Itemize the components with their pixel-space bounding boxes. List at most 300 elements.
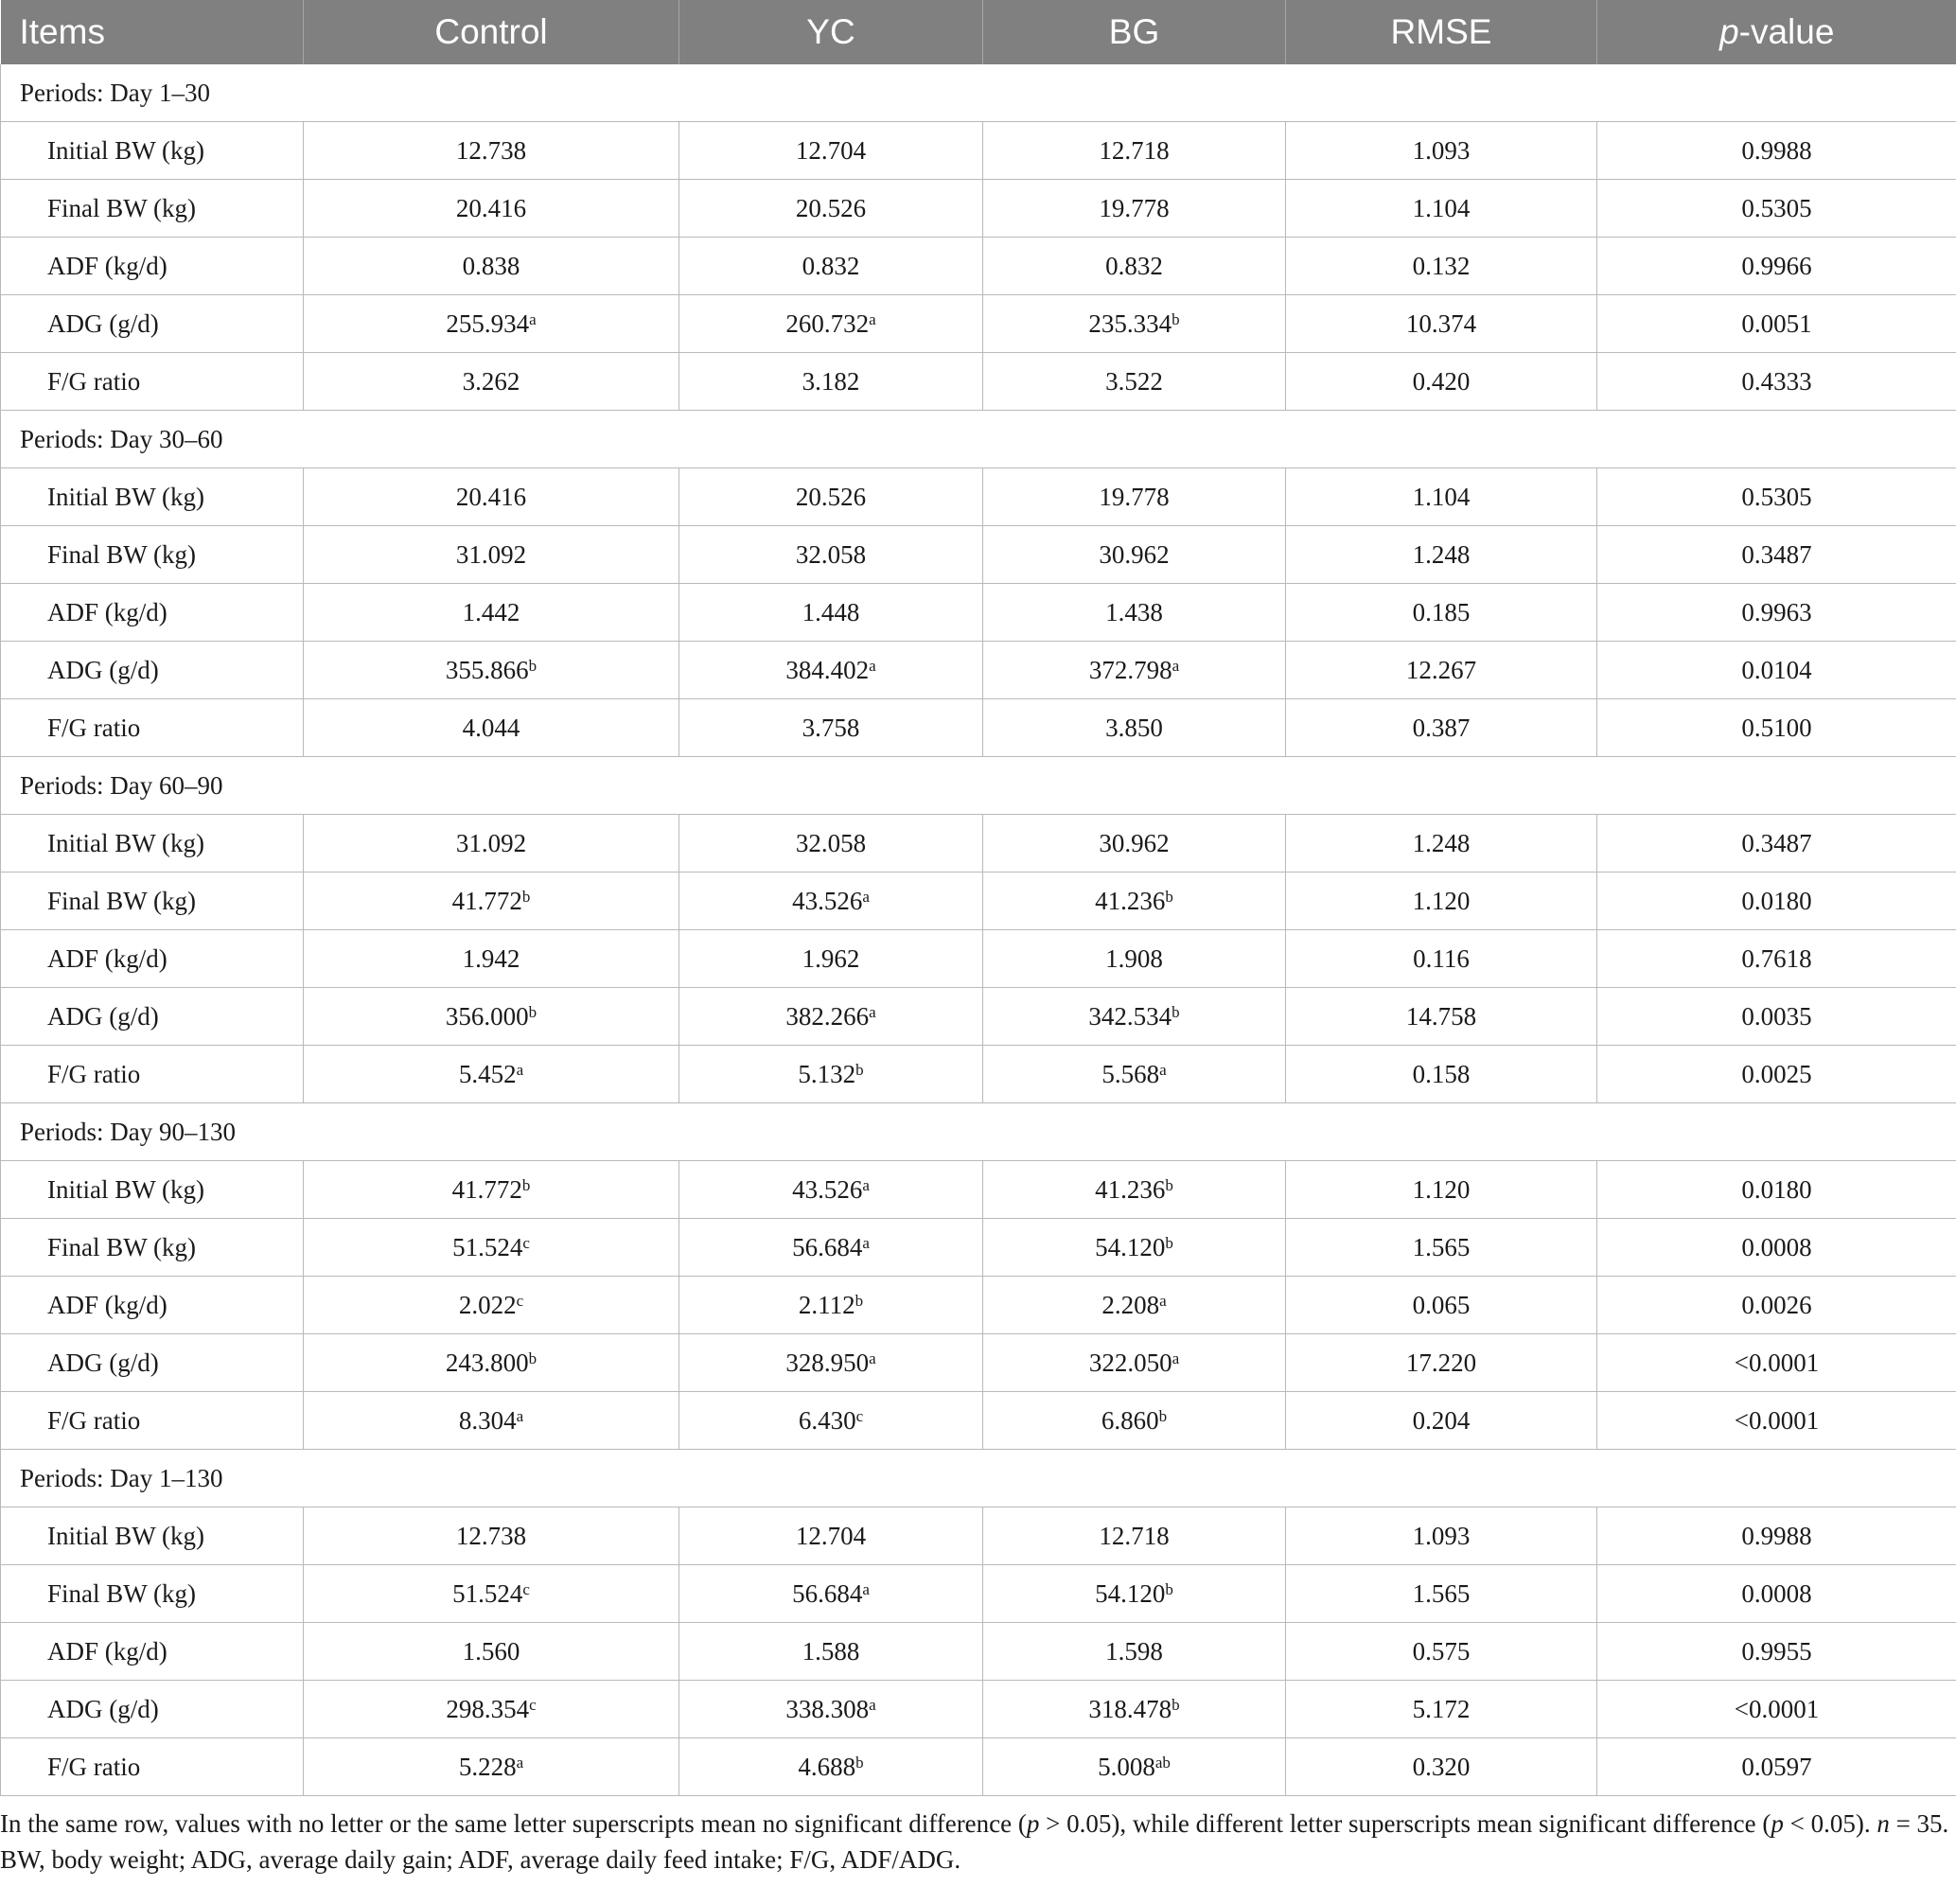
yc-superscript: b — [855, 1060, 864, 1079]
yc-value: 32.058 — [795, 828, 867, 857]
control-cell — [304, 295, 679, 353]
item-cell: F/G ratio — [1, 1392, 304, 1450]
header-control: Control — [304, 0, 679, 64]
control-value: 1.442 — [462, 597, 520, 626]
footnote-text: = 35. — [1889, 1809, 1949, 1838]
rmse-cell: 0.575 — [1286, 1623, 1597, 1681]
bg-cell — [983, 1565, 1286, 1623]
pvalue-cell: 0.0025 — [1597, 1046, 1956, 1103]
bg-cell — [983, 526, 1286, 584]
rmse-cell: 0.420 — [1286, 353, 1597, 411]
control-value: 12.738 — [455, 135, 527, 165]
control-value: 12.738 — [455, 1521, 527, 1550]
yc-value: 12.704 — [795, 135, 867, 165]
table-row — [1, 1277, 1956, 1334]
yc-cell — [679, 1623, 983, 1681]
control-value: 356.000 — [445, 1001, 529, 1031]
pvalue-cell: 0.5100 — [1597, 699, 1956, 757]
control-cell — [304, 180, 679, 238]
bg-cell — [983, 642, 1286, 699]
control-cell — [304, 1334, 679, 1392]
control-value: 51.524 — [452, 1578, 523, 1608]
control-superscript: b — [528, 1349, 537, 1367]
control-value: 243.800 — [445, 1348, 529, 1377]
pvalue-cell: 0.0051 — [1597, 295, 1956, 353]
rmse-cell: 0.185 — [1286, 584, 1597, 642]
rmse-cell: 1.093 — [1286, 1507, 1597, 1565]
yc-cell — [679, 1219, 983, 1277]
control-cell — [304, 1738, 679, 1796]
control-superscript: a — [516, 1406, 524, 1425]
bg-cell — [983, 1334, 1286, 1392]
bg-value: 318.478 — [1088, 1694, 1172, 1723]
item-cell: ADF (kg/d) — [1, 238, 304, 295]
bg-cell — [983, 1507, 1286, 1565]
pvalue-cell: 0.0180 — [1597, 1161, 1956, 1219]
table-row — [1, 815, 1956, 873]
control-cell — [304, 526, 679, 584]
bg-value: 54.120 — [1095, 1232, 1166, 1261]
control-cell — [304, 122, 679, 180]
bg-value: 1.598 — [1105, 1636, 1163, 1666]
control-cell — [304, 642, 679, 699]
yc-cell — [679, 815, 983, 873]
table-row — [1, 1738, 1956, 1796]
item-cell: ADF (kg/d) — [1, 1623, 304, 1681]
pvalue-cell: 0.9966 — [1597, 238, 1956, 295]
table-row — [1, 1161, 1956, 1219]
rmse-cell: 1.120 — [1286, 1161, 1597, 1219]
header-pvalue-rest: -value — [1738, 12, 1835, 51]
bg-superscript: b — [1158, 1406, 1168, 1425]
item-cell: ADG (g/d) — [1, 1334, 304, 1392]
item-cell: ADF (kg/d) — [1, 1277, 304, 1334]
control-value: 51.524 — [452, 1232, 523, 1261]
control-superscript: c — [522, 1233, 530, 1252]
table-row — [1, 1623, 1956, 1681]
bg-cell — [983, 1623, 1286, 1681]
bg-value: 372.798 — [1088, 655, 1172, 684]
yc-cell — [679, 1046, 983, 1103]
item-cell: Initial BW (kg) — [1, 815, 304, 873]
item-cell: ADG (g/d) — [1, 988, 304, 1046]
control-cell — [304, 1623, 679, 1681]
bg-cell — [983, 1392, 1286, 1450]
bg-cell — [983, 1277, 1286, 1334]
table-row — [1, 699, 1956, 757]
rmse-cell: 0.387 — [1286, 699, 1597, 757]
bg-cell — [983, 1738, 1286, 1796]
table-row — [1, 1507, 1956, 1565]
bg-superscript: b — [1172, 1695, 1180, 1714]
yc-superscript: a — [869, 656, 876, 675]
item-cell: F/G ratio — [1, 1046, 304, 1103]
yc-cell — [679, 988, 983, 1046]
yc-value: 338.308 — [785, 1694, 870, 1723]
footnote-text: In the same row, values with no letter or the same letter superscripts mean no significant difference ( — [0, 1809, 1027, 1838]
control-cell — [304, 468, 679, 526]
table-row — [1, 1392, 1956, 1450]
control-cell — [304, 815, 679, 873]
table-row — [1, 1219, 1956, 1277]
yc-cell — [679, 1681, 983, 1738]
control-value: 5.228 — [458, 1752, 517, 1781]
pvalue-cell: 0.0008 — [1597, 1219, 1956, 1277]
table-row — [1, 1334, 1956, 1392]
yc-value: 4.688 — [798, 1752, 856, 1781]
yc-cell — [679, 1334, 983, 1392]
bg-value: 1.438 — [1105, 597, 1163, 626]
item-cell: Final BW (kg) — [1, 1219, 304, 1277]
pvalue-cell: 0.0104 — [1597, 642, 1956, 699]
bg-value: 30.962 — [1099, 828, 1170, 857]
yc-superscript: a — [862, 887, 870, 906]
yc-value: 20.526 — [795, 482, 867, 511]
yc-superscript: a — [869, 1002, 876, 1021]
header-items: Items — [1, 0, 304, 64]
table-body — [1, 64, 1956, 1796]
pvalue-cell: 0.0008 — [1597, 1565, 1956, 1623]
yc-superscript: b — [855, 1753, 864, 1772]
control-cell — [304, 1046, 679, 1103]
item-cell: ADG (g/d) — [1, 295, 304, 353]
item-cell: F/G ratio — [1, 699, 304, 757]
bg-value: 0.832 — [1105, 251, 1163, 280]
rmse-cell: 1.120 — [1286, 873, 1597, 930]
yc-cell — [679, 699, 983, 757]
table-header — [1, 0, 1956, 64]
bg-value: 41.236 — [1095, 1174, 1166, 1204]
bg-value: 235.334 — [1088, 309, 1172, 338]
control-value: 1.560 — [462, 1636, 520, 1666]
header-pvalue-italic: p — [1719, 12, 1739, 51]
control-superscript: c — [516, 1291, 524, 1310]
control-cell — [304, 1161, 679, 1219]
yc-cell — [679, 526, 983, 584]
pvalue-cell: 0.0180 — [1597, 873, 1956, 930]
bg-cell — [983, 873, 1286, 930]
control-superscript: b — [528, 1002, 537, 1021]
control-value: 5.452 — [458, 1059, 517, 1088]
yc-superscript: a — [862, 1233, 870, 1252]
header-row — [1, 0, 1956, 64]
bg-superscript: a — [1159, 1291, 1167, 1310]
yc-value: 12.704 — [795, 1521, 867, 1550]
yc-value: 382.266 — [785, 1001, 870, 1031]
rmse-cell: 10.374 — [1286, 295, 1597, 353]
bg-superscript: b — [1165, 1579, 1173, 1598]
table-footnote — [0, 1796, 1956, 1878]
pvalue-cell: 0.9963 — [1597, 584, 1956, 642]
bg-value: 342.534 — [1088, 1001, 1172, 1031]
yc-value: 6.430 — [798, 1405, 856, 1435]
rmse-cell: 12.267 — [1286, 642, 1597, 699]
control-cell — [304, 353, 679, 411]
control-value: 4.044 — [462, 713, 520, 742]
control-value: 31.092 — [455, 539, 527, 569]
period-label: Periods: Day 1–130 — [1, 1450, 1956, 1507]
yc-value: 56.684 — [792, 1578, 863, 1608]
header-pvalue — [1597, 0, 1956, 64]
footnote-p-symbol: p — [1771, 1809, 1784, 1838]
bg-cell — [983, 699, 1286, 757]
yc-value: 1.588 — [802, 1636, 860, 1666]
header-bg: BG — [983, 0, 1286, 64]
bg-superscript: b — [1165, 887, 1173, 906]
rmse-cell: 1.248 — [1286, 526, 1597, 584]
item-cell: Final BW (kg) — [1, 873, 304, 930]
rmse-cell: 1.565 — [1286, 1219, 1597, 1277]
control-value: 41.772 — [451, 886, 522, 915]
bg-value: 5.008 — [1098, 1752, 1155, 1781]
rmse-cell: 1.104 — [1286, 180, 1597, 238]
yc-value: 32.058 — [795, 539, 867, 569]
yc-cell — [679, 122, 983, 180]
control-cell — [304, 238, 679, 295]
item-cell: ADF (kg/d) — [1, 930, 304, 988]
control-superscript: a — [516, 1753, 524, 1772]
table-row — [1, 295, 1956, 353]
yc-superscript: b — [855, 1291, 864, 1310]
period-row — [1, 757, 1956, 815]
yc-cell — [679, 873, 983, 930]
yc-cell — [679, 468, 983, 526]
bg-value: 6.860 — [1101, 1405, 1159, 1435]
table-row — [1, 238, 1956, 295]
pvalue-cell: 0.3487 — [1597, 815, 1956, 873]
bg-superscript: b — [1165, 1175, 1173, 1194]
yc-superscript: a — [862, 1579, 870, 1598]
rmse-cell: 0.204 — [1286, 1392, 1597, 1450]
yc-superscript: a — [869, 1695, 876, 1714]
bg-value: 322.050 — [1088, 1348, 1172, 1377]
table-row — [1, 584, 1956, 642]
bg-value: 3.850 — [1105, 713, 1163, 742]
control-value: 41.772 — [451, 1174, 522, 1204]
pvalue-cell: 0.5305 — [1597, 468, 1956, 526]
yc-value: 3.182 — [802, 366, 860, 396]
bg-superscript: ab — [1154, 1753, 1171, 1772]
yc-value: 5.132 — [798, 1059, 856, 1088]
control-superscript: c — [529, 1695, 537, 1714]
rmse-cell: 0.132 — [1286, 238, 1597, 295]
yc-cell — [679, 1565, 983, 1623]
table-row — [1, 642, 1956, 699]
period-row — [1, 411, 1956, 468]
control-value: 298.354 — [446, 1694, 530, 1723]
control-value: 2.022 — [458, 1290, 517, 1319]
yc-superscript: a — [869, 309, 876, 328]
footnote-n-symbol: n — [1877, 1809, 1890, 1838]
pvalue-cell: 0.0597 — [1597, 1738, 1956, 1796]
rmse-cell: 1.248 — [1286, 815, 1597, 873]
bg-superscript: b — [1165, 1233, 1173, 1252]
item-cell: ADG (g/d) — [1, 642, 304, 699]
yc-value: 384.402 — [785, 655, 870, 684]
yc-cell — [679, 1161, 983, 1219]
yc-cell — [679, 1277, 983, 1334]
pvalue-cell: 0.0026 — [1597, 1277, 1956, 1334]
yc-value: 43.526 — [792, 1174, 863, 1204]
bg-superscript: a — [1172, 656, 1180, 675]
yc-superscript: c — [855, 1406, 864, 1425]
footnote-text: > 0.05), while different letter superscripts mean significant difference ( — [1039, 1809, 1771, 1838]
control-cell — [304, 988, 679, 1046]
yc-superscript: a — [862, 1175, 870, 1194]
control-cell — [304, 873, 679, 930]
control-superscript: b — [528, 656, 537, 675]
item-cell: Final BW (kg) — [1, 1565, 304, 1623]
pvalue-cell: 0.9988 — [1597, 1507, 1956, 1565]
control-cell — [304, 1507, 679, 1565]
rmse-cell: 0.158 — [1286, 1046, 1597, 1103]
bg-cell — [983, 1046, 1286, 1103]
period-label: Periods: Day 90–130 — [1, 1103, 1956, 1161]
yc-value: 0.832 — [802, 251, 860, 280]
pvalue-cell: 0.3487 — [1597, 526, 1956, 584]
control-value: 20.416 — [455, 193, 527, 222]
bg-cell — [983, 295, 1286, 353]
pvalue-cell: <0.0001 — [1597, 1681, 1956, 1738]
control-superscript: b — [521, 1175, 531, 1194]
table-row — [1, 180, 1956, 238]
yc-value: 1.448 — [802, 597, 860, 626]
period-row — [1, 1103, 1956, 1161]
yc-value: 43.526 — [792, 886, 863, 915]
bg-value: 12.718 — [1099, 1521, 1170, 1550]
rmse-cell: 1.093 — [1286, 122, 1597, 180]
yc-value: 260.732 — [785, 309, 870, 338]
pvalue-cell: 0.9955 — [1597, 1623, 1956, 1681]
period-row — [1, 64, 1956, 122]
control-superscript: a — [529, 309, 537, 328]
bg-value: 19.778 — [1099, 482, 1170, 511]
yc-value: 56.684 — [792, 1232, 863, 1261]
rmse-cell: 1.104 — [1286, 468, 1597, 526]
period-row — [1, 1450, 1956, 1507]
bg-value: 2.208 — [1101, 1290, 1160, 1319]
bg-cell — [983, 930, 1286, 988]
rmse-cell: 17.220 — [1286, 1334, 1597, 1392]
control-value: 355.866 — [445, 655, 529, 684]
bg-cell — [983, 1161, 1286, 1219]
bg-value: 1.908 — [1105, 943, 1163, 973]
bg-value: 12.718 — [1099, 135, 1170, 165]
rmse-cell: 0.320 — [1286, 1738, 1597, 1796]
item-cell: Final BW (kg) — [1, 526, 304, 584]
bg-cell — [983, 815, 1286, 873]
bg-value: 5.568 — [1101, 1059, 1160, 1088]
bg-cell — [983, 988, 1286, 1046]
control-value: 31.092 — [455, 828, 527, 857]
bg-cell — [983, 1219, 1286, 1277]
bg-value: 19.778 — [1099, 193, 1170, 222]
control-cell — [304, 699, 679, 757]
bg-cell — [983, 238, 1286, 295]
period-label: Periods: Day 60–90 — [1, 757, 1956, 815]
control-cell — [304, 1681, 679, 1738]
item-cell: F/G ratio — [1, 353, 304, 411]
control-cell — [304, 930, 679, 988]
control-cell — [304, 584, 679, 642]
table-row — [1, 1565, 1956, 1623]
rmse-cell: 1.565 — [1286, 1565, 1597, 1623]
period-label: Periods: Day 30–60 — [1, 411, 1956, 468]
yc-value: 3.758 — [802, 713, 860, 742]
bg-superscript: b — [1172, 309, 1180, 328]
item-cell: Initial BW (kg) — [1, 122, 304, 180]
yc-cell — [679, 930, 983, 988]
pvalue-cell: 0.5305 — [1597, 180, 1956, 238]
pvalue-cell: <0.0001 — [1597, 1392, 1956, 1450]
item-cell: Initial BW (kg) — [1, 1507, 304, 1565]
table-row — [1, 468, 1956, 526]
control-superscript: c — [522, 1579, 530, 1598]
pvalue-cell: <0.0001 — [1597, 1334, 1956, 1392]
yc-cell — [679, 1507, 983, 1565]
bg-cell — [983, 353, 1286, 411]
control-value: 8.304 — [458, 1405, 517, 1435]
bg-superscript: a — [1172, 1349, 1180, 1367]
yc-superscript: a — [869, 1349, 876, 1367]
bg-value: 30.962 — [1099, 539, 1170, 569]
control-value: 1.942 — [462, 943, 520, 973]
yc-cell — [679, 353, 983, 411]
bg-cell — [983, 180, 1286, 238]
bg-value: 3.522 — [1105, 366, 1163, 396]
period-label: Periods: Day 1–30 — [1, 64, 1956, 122]
table-row — [1, 988, 1956, 1046]
item-cell: Final BW (kg) — [1, 180, 304, 238]
item-cell: Initial BW (kg) — [1, 1161, 304, 1219]
control-value: 0.838 — [462, 251, 520, 280]
control-superscript: a — [516, 1060, 524, 1079]
yc-cell — [679, 1392, 983, 1450]
bg-superscript: a — [1159, 1060, 1167, 1079]
control-cell — [304, 1392, 679, 1450]
bg-cell — [983, 122, 1286, 180]
rmse-cell: 5.172 — [1286, 1681, 1597, 1738]
yc-value: 328.950 — [785, 1348, 870, 1377]
bg-cell — [983, 1681, 1286, 1738]
table-row — [1, 930, 1956, 988]
bg-value: 54.120 — [1095, 1578, 1166, 1608]
table-row — [1, 526, 1956, 584]
header-rmse: RMSE — [1286, 0, 1597, 64]
control-cell — [304, 1277, 679, 1334]
yc-cell — [679, 180, 983, 238]
table-row — [1, 873, 1956, 930]
yc-cell — [679, 295, 983, 353]
bg-value: 41.236 — [1095, 886, 1166, 915]
bg-superscript: b — [1172, 1002, 1180, 1021]
rmse-cell: 14.758 — [1286, 988, 1597, 1046]
yc-value: 1.962 — [802, 943, 860, 973]
yc-cell — [679, 238, 983, 295]
control-cell — [304, 1565, 679, 1623]
pvalue-cell: 0.4333 — [1597, 353, 1956, 411]
control-cell — [304, 1219, 679, 1277]
bg-cell — [983, 584, 1286, 642]
item-cell: ADF (kg/d) — [1, 584, 304, 642]
table-row — [1, 353, 1956, 411]
yc-cell — [679, 584, 983, 642]
yc-cell — [679, 1738, 983, 1796]
yc-cell — [679, 642, 983, 699]
table-row — [1, 122, 1956, 180]
control-value: 255.934 — [446, 309, 530, 338]
pvalue-cell: 0.7618 — [1597, 930, 1956, 988]
